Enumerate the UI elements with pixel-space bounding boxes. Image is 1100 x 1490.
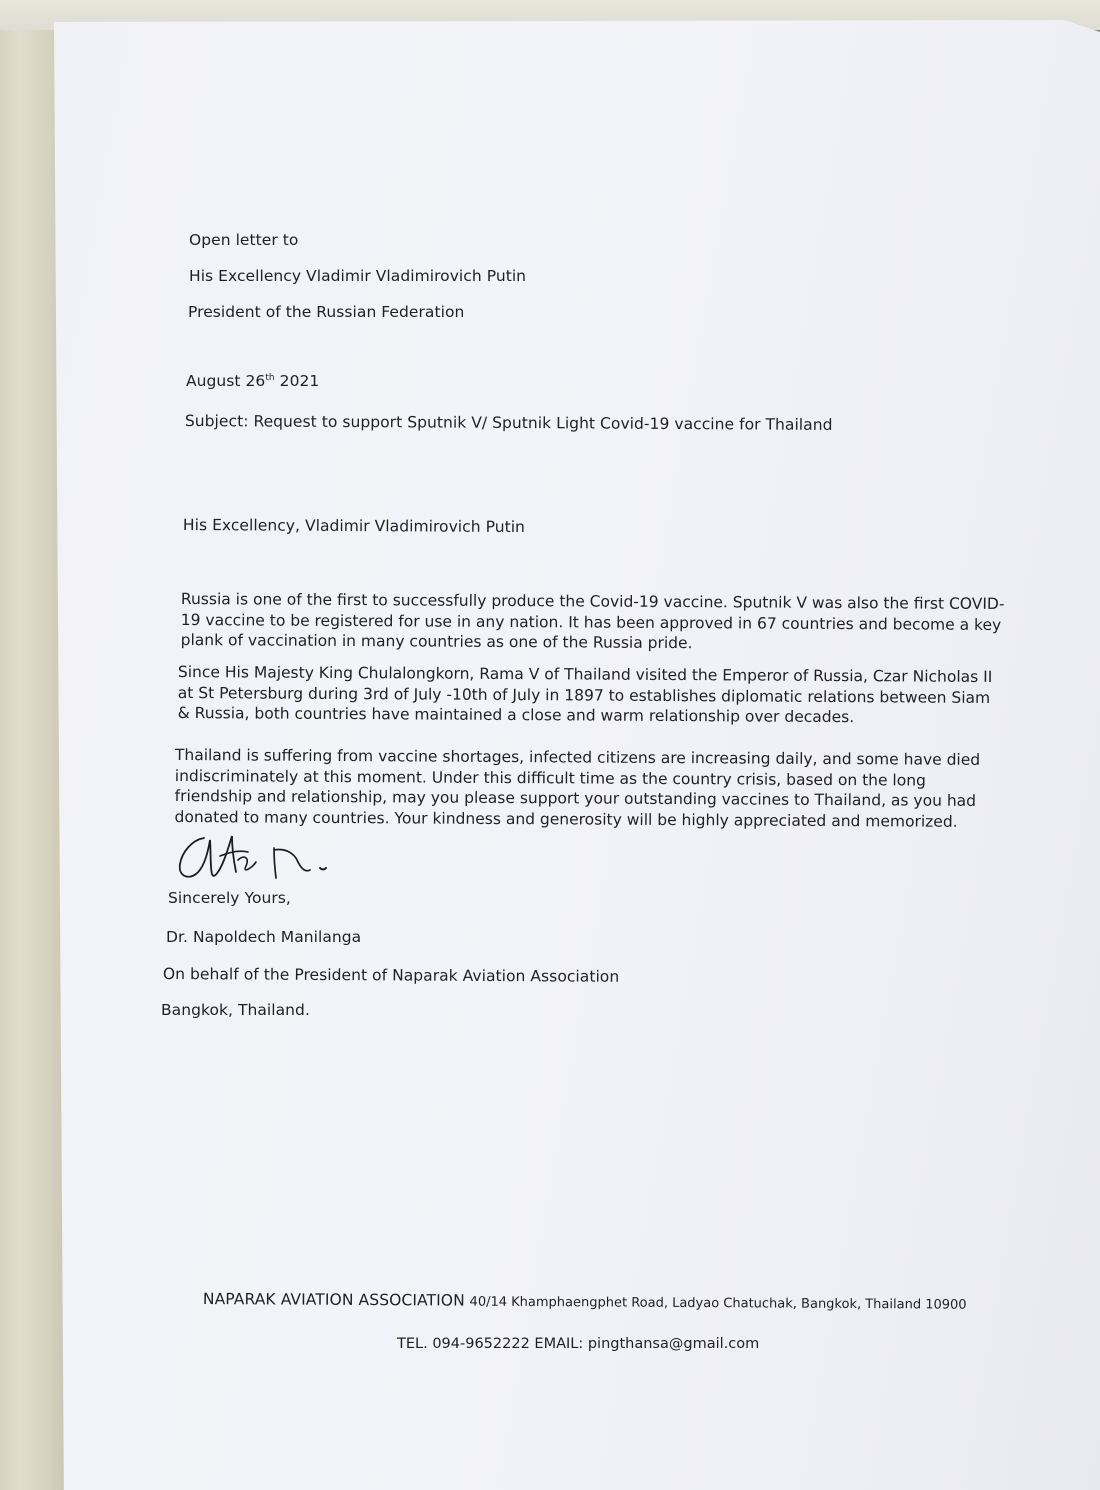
- paragraph-1-line: Russia is one of the first to successfully produce the Covid-19 vaccine. Sputnik V was also the first COVID-: [180, 590, 1005, 614]
- signer-location: Bangkok, Thailand.: [161, 1001, 310, 1019]
- footer-contact: TEL. 094-9652222 EMAIL: pingthansa@gmail.com: [397, 1336, 760, 1352]
- recipient-line-2: His Excellency Vladimir Vladimirovich Putin: [189, 267, 527, 285]
- letter-subject: Subject: Request to support Sputnik V/ Sputnik Light Covid-19 vaccine for Thailand: [184, 411, 833, 434]
- letterhead-footer: [203, 1290, 967, 1313]
- footer-org-name: NAPARAK AVIATION ASSOCIATION: [202, 1290, 465, 1310]
- date-prefix: August 26: [186, 372, 266, 390]
- paragraph-3-line: indiscriminately at this moment. Under this difficult time as the country crisis, based on the long: [174, 766, 926, 790]
- paragraph-3-line: friendship and relationship, may you please support your outstanding vaccines to Thailand, as you had: [174, 786, 977, 810]
- signer-name: Dr. Napoldech Manilanga: [166, 928, 362, 946]
- paragraph-2-line: at St Petersburg during 3rd of July -10th of July in 1897 to establishes diplomatic relations between Siam: [177, 683, 991, 707]
- paragraph-1: [180, 589, 1005, 655]
- footer-address: 40/14 Khamphaengphet Road, Ladyao Chatuchak, Bangkok, Thailand 10900: [469, 1294, 967, 1313]
- paragraph-2: [177, 662, 993, 728]
- letter-date: [186, 371, 319, 391]
- paragraph-1-line: 19 vaccine to be registered for use in any nation. It has been approved in 67 countries and become a key: [180, 610, 1002, 634]
- paragraph-3-line: donated to many countries. Your kindness and generosity will be highly appreciated and memorized.: [174, 807, 958, 831]
- letter-salutation: His Excellency, Vladimir Vladimirovich Putin: [182, 516, 526, 537]
- date-year: 2021: [274, 372, 320, 390]
- paragraph-1-line: plank of vaccination in many countries as one of the Russia pride.: [180, 630, 693, 653]
- paragraph-2-line: & Russia, both countries have maintained a close and warm relationship over decades.: [177, 703, 855, 727]
- signer-role: On behalf of the President of Naparak Aviation Association: [162, 965, 620, 986]
- paragraph-3: [174, 745, 981, 832]
- handwritten-signature: [174, 830, 344, 892]
- closing: Sincerely Yours,: [168, 889, 291, 907]
- paragraph-3-line: Thailand is suffering from vaccine shortages, infected citizens are increasing daily, and some have died: [174, 746, 981, 769]
- date-ordinal: th: [265, 373, 275, 383]
- paragraph-2-line: Since His Majesty King Chulalongkorn, Rama V of Thailand visited the Emperor of Russia, Czar Nicholas II: [177, 663, 993, 686]
- recipient-line-1: Open letter to: [189, 231, 299, 249]
- recipient-line-3: President of the Russian Federation: [188, 303, 465, 321]
